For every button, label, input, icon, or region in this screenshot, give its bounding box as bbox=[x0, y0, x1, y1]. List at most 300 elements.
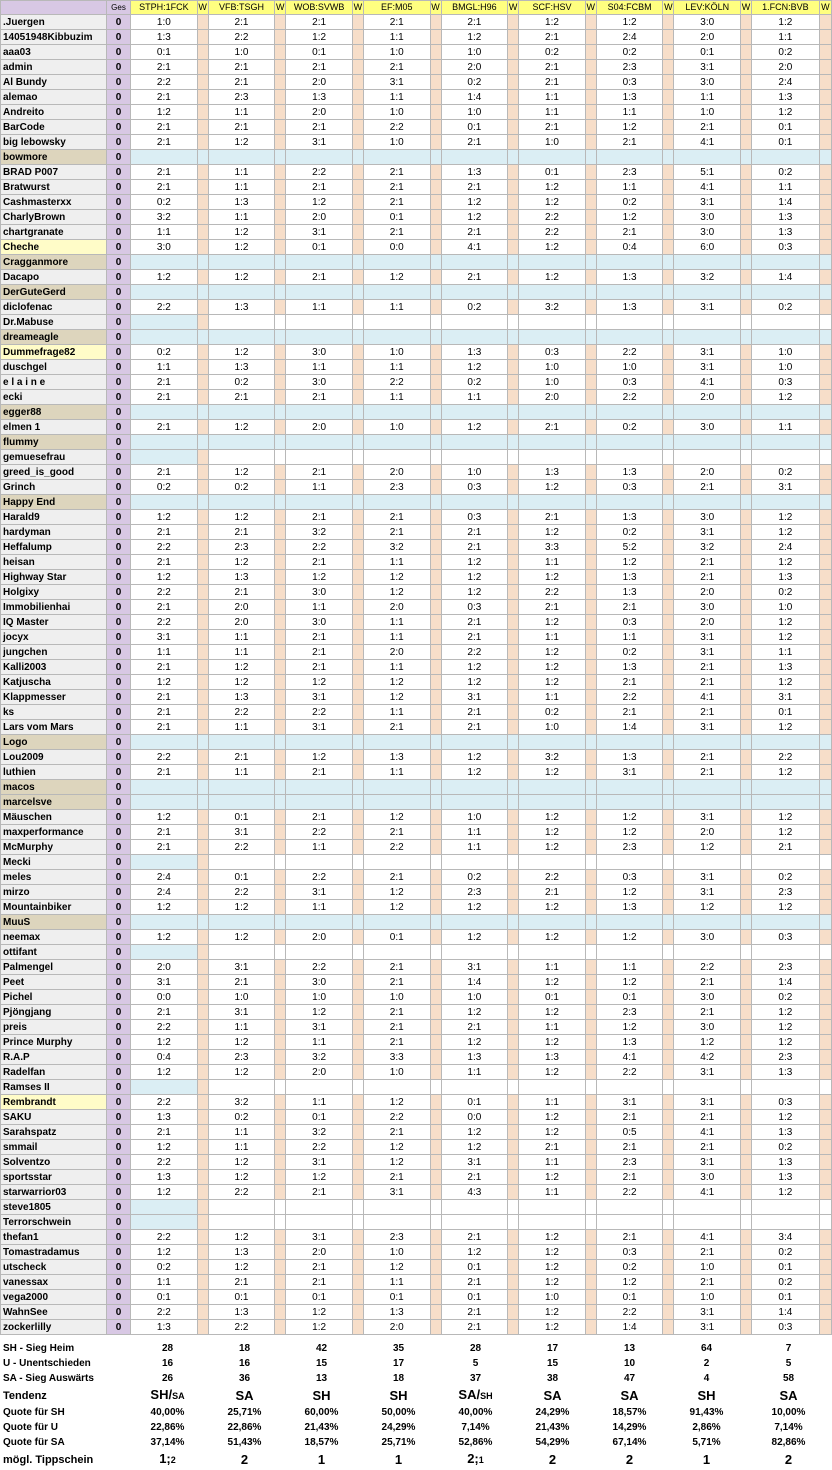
tip-cell: 1:4 bbox=[596, 720, 663, 735]
w-cell bbox=[585, 285, 596, 300]
w-cell bbox=[352, 360, 363, 375]
w-cell bbox=[508, 1185, 519, 1200]
unentschieden-value bbox=[437, 1356, 514, 1371]
tip-cell: 1:2 bbox=[286, 675, 353, 690]
w-cell bbox=[197, 1200, 208, 1215]
tippschein-alt: 1 bbox=[478, 1455, 484, 1465]
w-cell bbox=[741, 1215, 752, 1230]
player-row bbox=[1, 990, 832, 1005]
tip-cell: 3:2 bbox=[286, 525, 353, 540]
tip-cell: 1:2 bbox=[674, 840, 741, 855]
w-cell bbox=[508, 885, 519, 900]
w-cell bbox=[741, 1260, 752, 1275]
w-cell bbox=[197, 1290, 208, 1305]
tip-cell bbox=[208, 735, 275, 750]
w-cell bbox=[197, 165, 208, 180]
tip-cell bbox=[674, 330, 741, 345]
name-header bbox=[1, 1, 107, 15]
w-cell bbox=[430, 570, 441, 585]
tip-cell bbox=[596, 405, 663, 420]
player-name: ks bbox=[1, 705, 107, 720]
quote-u-value bbox=[437, 1420, 514, 1435]
sieg-heim-value bbox=[668, 1341, 745, 1356]
w-cell bbox=[819, 345, 831, 360]
w-cell bbox=[741, 435, 752, 450]
w-cell bbox=[430, 1245, 441, 1260]
player-name: diclofenac bbox=[1, 300, 107, 315]
quote-sa-label: Quote für SA bbox=[3, 1436, 65, 1448]
player-total: 0 bbox=[106, 1230, 130, 1245]
w-cell bbox=[197, 15, 208, 30]
w-cell bbox=[585, 1140, 596, 1155]
player-name: Al Bundy bbox=[1, 75, 107, 90]
tip-cell: 1:0 bbox=[363, 45, 430, 60]
w-cell bbox=[508, 705, 519, 720]
w-cell bbox=[508, 615, 519, 630]
w-cell bbox=[741, 300, 752, 315]
player-row bbox=[1, 660, 832, 675]
w-cell bbox=[741, 570, 752, 585]
tip-cell: 2:1 bbox=[363, 225, 430, 240]
tip-cell bbox=[286, 435, 353, 450]
w-cell bbox=[275, 840, 286, 855]
tip-cell: 6:0 bbox=[674, 240, 741, 255]
tip-cell bbox=[674, 795, 741, 810]
tip-cell: 1:1 bbox=[596, 960, 663, 975]
tip-cell: 3:0 bbox=[674, 600, 741, 615]
tip-cell: 2:1 bbox=[519, 60, 586, 75]
tip-cell: 2:1 bbox=[363, 975, 430, 990]
w-cell bbox=[819, 1200, 831, 1215]
w-cell bbox=[430, 390, 441, 405]
tippschein-value bbox=[283, 1450, 360, 1469]
w-cell bbox=[275, 225, 286, 240]
w-cell bbox=[508, 75, 519, 90]
w-cell bbox=[508, 1125, 519, 1140]
w-cell bbox=[508, 525, 519, 540]
w-cell bbox=[352, 870, 363, 885]
w-cell bbox=[275, 90, 286, 105]
tip-cell: 1:2 bbox=[131, 510, 198, 525]
tip-cell: 4:1 bbox=[674, 180, 741, 195]
w-cell bbox=[352, 300, 363, 315]
player-total: 0 bbox=[106, 195, 130, 210]
player-row bbox=[1, 435, 832, 450]
player-total: 0 bbox=[106, 1275, 130, 1290]
w-cell bbox=[275, 345, 286, 360]
tippschein-main: 2 bbox=[548, 1451, 557, 1467]
tip-cell bbox=[752, 945, 820, 960]
tip-cell: 1:2 bbox=[441, 1140, 508, 1155]
w-cell bbox=[508, 390, 519, 405]
tip-cell: 3:1 bbox=[752, 690, 820, 705]
w-cell bbox=[430, 675, 441, 690]
tip-cell: 2:0 bbox=[363, 465, 430, 480]
player-total: 0 bbox=[106, 465, 130, 480]
tip-cell: 2:1 bbox=[674, 675, 741, 690]
tip-cell: 2:2 bbox=[208, 840, 275, 855]
tip-cell: 0:2 bbox=[519, 45, 586, 60]
w-cell bbox=[741, 1140, 752, 1155]
tip-cell bbox=[208, 780, 275, 795]
tip-cell: 2:2 bbox=[208, 885, 275, 900]
w-cell bbox=[663, 675, 674, 690]
tip-cell: 1:2 bbox=[596, 1275, 663, 1290]
header-row bbox=[1, 1, 832, 15]
tip-cell: 2:3 bbox=[363, 480, 430, 495]
w-cell bbox=[663, 105, 674, 120]
player-row bbox=[1, 555, 832, 570]
w-cell bbox=[508, 360, 519, 375]
w-cell bbox=[352, 960, 363, 975]
tip-cell: 1:1 bbox=[286, 840, 353, 855]
w-cell bbox=[352, 600, 363, 615]
tendenz-alt: SH bbox=[480, 1391, 493, 1401]
w-cell bbox=[741, 660, 752, 675]
w-cell bbox=[430, 45, 441, 60]
tip-cell: 2:1 bbox=[674, 120, 741, 135]
tip-cell: 0:2 bbox=[441, 870, 508, 885]
tip-cell: 2:1 bbox=[286, 765, 353, 780]
tip-cell bbox=[596, 255, 663, 270]
w-cell bbox=[819, 135, 831, 150]
w-cell bbox=[663, 75, 674, 90]
w-cell bbox=[430, 150, 441, 165]
w-cell bbox=[197, 960, 208, 975]
w-cell bbox=[275, 360, 286, 375]
w-cell bbox=[663, 285, 674, 300]
w-cell bbox=[585, 705, 596, 720]
w-cell bbox=[819, 120, 831, 135]
tip-cell: 3:0 bbox=[286, 975, 353, 990]
w-cell bbox=[741, 480, 752, 495]
w-cell bbox=[508, 1290, 519, 1305]
w-cell bbox=[585, 1110, 596, 1125]
w-cell bbox=[508, 420, 519, 435]
tip-cell: 1:0 bbox=[208, 990, 275, 1005]
w-cell bbox=[197, 75, 208, 90]
player-total: 0 bbox=[106, 705, 130, 720]
unentschieden-main: 15 bbox=[315, 1357, 328, 1369]
w-cell bbox=[585, 1260, 596, 1275]
w-cell bbox=[819, 1065, 831, 1080]
tip-cell bbox=[596, 330, 663, 345]
tip-cell: 3:1 bbox=[363, 1185, 430, 1200]
quote-sa-main: 18,57% bbox=[304, 1436, 339, 1448]
w-cell bbox=[585, 1125, 596, 1140]
player-total: 0 bbox=[106, 1290, 130, 1305]
tip-cell bbox=[441, 315, 508, 330]
w-cell bbox=[585, 1245, 596, 1260]
w-cell bbox=[197, 210, 208, 225]
tip-cell: 1:2 bbox=[674, 1035, 741, 1050]
tip-cell: 3:1 bbox=[441, 1155, 508, 1170]
tip-cell: 2:2 bbox=[131, 540, 198, 555]
tip-cell: 0:3 bbox=[752, 930, 820, 945]
w-cell bbox=[430, 60, 441, 75]
quote-u-main: 7,14% bbox=[774, 1421, 803, 1433]
w-cell bbox=[352, 690, 363, 705]
w-cell bbox=[585, 240, 596, 255]
w-cell bbox=[819, 435, 831, 450]
sieg-heim-main: 13 bbox=[623, 1342, 636, 1354]
tip-cell: 3:1 bbox=[674, 525, 741, 540]
tip-cell bbox=[286, 915, 353, 930]
w-cell bbox=[352, 1005, 363, 1020]
w-cell bbox=[508, 1035, 519, 1050]
sieg-auswaerts-main: 13 bbox=[315, 1372, 328, 1384]
player-row bbox=[1, 885, 832, 900]
tip-cell: 3:1 bbox=[674, 1065, 741, 1080]
tip-cell bbox=[441, 255, 508, 270]
w-cell bbox=[430, 735, 441, 750]
w-cell bbox=[275, 480, 286, 495]
w-cell bbox=[508, 270, 519, 285]
tip-cell bbox=[596, 945, 663, 960]
tip-cell: 1:1 bbox=[752, 30, 820, 45]
tip-cell: 1:2 bbox=[286, 1320, 353, 1335]
tip-cell: 0:0 bbox=[131, 990, 198, 1005]
player-total: 0 bbox=[106, 570, 130, 585]
tip-cell: 2:1 bbox=[286, 645, 353, 660]
player-total: 0 bbox=[106, 1080, 130, 1095]
tip-cell: 2:1 bbox=[674, 975, 741, 990]
sieg-auswaerts-main: 26 bbox=[161, 1372, 174, 1384]
sieg-heim-main: 35 bbox=[392, 1342, 405, 1354]
tip-cell: 1:2 bbox=[441, 1005, 508, 1020]
tip-cell: 2:1 bbox=[131, 465, 198, 480]
tip-cell: 1:2 bbox=[208, 135, 275, 150]
w-cell bbox=[663, 510, 674, 525]
w-cell bbox=[197, 495, 208, 510]
w-cell bbox=[585, 600, 596, 615]
w-cell bbox=[741, 210, 752, 225]
w-cell bbox=[430, 1260, 441, 1275]
w-cell bbox=[663, 1320, 674, 1335]
tendenz-value bbox=[129, 1386, 206, 1405]
player-total: 0 bbox=[106, 480, 130, 495]
w-cell bbox=[275, 825, 286, 840]
w-cell bbox=[197, 120, 208, 135]
w-cell bbox=[197, 1050, 208, 1065]
quote-u-row bbox=[0, 1420, 832, 1435]
tip-cell: 4:1 bbox=[674, 135, 741, 150]
w-cell bbox=[741, 855, 752, 870]
w-header: W bbox=[741, 1, 752, 15]
w-cell bbox=[430, 120, 441, 135]
w-cell bbox=[197, 195, 208, 210]
w-cell bbox=[197, 135, 208, 150]
player-total: 0 bbox=[106, 375, 130, 390]
player-row bbox=[1, 930, 832, 945]
tip-cell: 2:1 bbox=[131, 165, 198, 180]
tip-cell bbox=[208, 150, 275, 165]
w-cell bbox=[352, 1200, 363, 1215]
tip-cell: 2:1 bbox=[363, 180, 430, 195]
w-cell bbox=[352, 270, 363, 285]
quote-u-main: 21,43% bbox=[304, 1421, 339, 1433]
player-name: WahnSee bbox=[1, 1305, 107, 1320]
quote-u-value bbox=[668, 1420, 745, 1435]
w-cell bbox=[430, 690, 441, 705]
w-cell bbox=[585, 615, 596, 630]
player-row bbox=[1, 285, 832, 300]
tip-cell bbox=[441, 1200, 508, 1215]
w-cell bbox=[663, 495, 674, 510]
player-total: 0 bbox=[106, 1200, 130, 1215]
player-name: steve1805 bbox=[1, 1200, 107, 1215]
tip-cell: 2:1 bbox=[363, 165, 430, 180]
tip-cell: 2:2 bbox=[208, 1185, 275, 1200]
w-cell bbox=[197, 1125, 208, 1140]
w-cell bbox=[819, 285, 831, 300]
w-cell bbox=[508, 1305, 519, 1320]
player-name: meles bbox=[1, 870, 107, 885]
player-name: Immobilienhai bbox=[1, 600, 107, 615]
tip-cell: 0:1 bbox=[363, 1290, 430, 1305]
player-name: Dr.Mabuse bbox=[1, 315, 107, 330]
tip-cell bbox=[363, 330, 430, 345]
w-cell bbox=[430, 195, 441, 210]
tip-cell: 4:3 bbox=[441, 1185, 508, 1200]
w-cell bbox=[352, 1080, 363, 1095]
tip-cell: 1:0 bbox=[441, 105, 508, 120]
w-cell bbox=[430, 435, 441, 450]
tip-cell: 2:1 bbox=[131, 180, 198, 195]
w-cell bbox=[508, 600, 519, 615]
quote-sh-value bbox=[668, 1405, 745, 1420]
tip-cell: 1:2 bbox=[441, 585, 508, 600]
tip-cell: 2:1 bbox=[674, 660, 741, 675]
w-cell bbox=[663, 660, 674, 675]
w-cell bbox=[585, 765, 596, 780]
sieg-heim-value bbox=[206, 1341, 283, 1356]
tip-cell bbox=[752, 1215, 820, 1230]
w-cell bbox=[430, 960, 441, 975]
w-cell bbox=[275, 900, 286, 915]
player-row bbox=[1, 1155, 832, 1170]
tip-cell: 1:3 bbox=[131, 30, 198, 45]
w-cell bbox=[585, 465, 596, 480]
w-cell bbox=[585, 525, 596, 540]
player-row bbox=[1, 915, 832, 930]
summary-rows bbox=[0, 1341, 832, 1469]
tip-cell: 1:2 bbox=[752, 15, 820, 30]
w-cell bbox=[663, 1095, 674, 1110]
tip-cell: 1:1 bbox=[519, 630, 586, 645]
tip-cell bbox=[674, 315, 741, 330]
tip-cell: 3:1 bbox=[674, 1305, 741, 1320]
sieg-heim-main: 18 bbox=[238, 1342, 251, 1354]
player-total: 0 bbox=[106, 435, 130, 450]
w-cell bbox=[275, 270, 286, 285]
tip-cell bbox=[131, 150, 198, 165]
w-cell bbox=[819, 675, 831, 690]
w-cell bbox=[430, 930, 441, 945]
tip-cell bbox=[519, 255, 586, 270]
w-cell bbox=[508, 1080, 519, 1095]
w-cell bbox=[585, 210, 596, 225]
w-cell bbox=[741, 45, 752, 60]
player-name: ecki bbox=[1, 390, 107, 405]
w-cell bbox=[430, 1035, 441, 1050]
tip-cell: 2:1 bbox=[131, 720, 198, 735]
tip-cell: 2:2 bbox=[363, 840, 430, 855]
player-row bbox=[1, 450, 832, 465]
match-header: LEV:KÖLN bbox=[674, 1, 741, 15]
w-cell bbox=[275, 705, 286, 720]
tip-cell bbox=[441, 150, 508, 165]
tip-cell: 1:1 bbox=[752, 645, 820, 660]
player-name: bowmore bbox=[1, 150, 107, 165]
tip-cell: 2:3 bbox=[208, 90, 275, 105]
tip-cell: 2:0 bbox=[674, 30, 741, 45]
tip-cell: 2:4 bbox=[596, 30, 663, 45]
w-cell bbox=[508, 435, 519, 450]
player-row bbox=[1, 1275, 832, 1290]
tip-cell: 2:1 bbox=[208, 60, 275, 75]
w-cell bbox=[352, 885, 363, 900]
w-cell bbox=[741, 450, 752, 465]
tip-cell: 2:2 bbox=[363, 375, 430, 390]
sieg-auswaerts-value bbox=[591, 1371, 668, 1386]
w-cell bbox=[663, 30, 674, 45]
tip-cell bbox=[208, 855, 275, 870]
tip-cell: 2:1 bbox=[208, 1275, 275, 1290]
w-cell bbox=[197, 345, 208, 360]
w-cell bbox=[275, 960, 286, 975]
tip-cell: 2:0 bbox=[674, 615, 741, 630]
player-name: SAKU bbox=[1, 1110, 107, 1125]
w-cell bbox=[741, 315, 752, 330]
player-name: admin bbox=[1, 60, 107, 75]
tip-cell bbox=[596, 1215, 663, 1230]
tip-cell: 0:2 bbox=[752, 1275, 820, 1290]
player-total: 0 bbox=[106, 690, 130, 705]
tip-cell: 1:3 bbox=[596, 300, 663, 315]
tip-cell: 3:1 bbox=[674, 645, 741, 660]
tip-cell: 1:2 bbox=[363, 885, 430, 900]
tendenz-value bbox=[283, 1386, 360, 1405]
w-cell bbox=[585, 420, 596, 435]
tip-cell: 2:1 bbox=[441, 705, 508, 720]
unentschieden-value bbox=[668, 1356, 745, 1371]
player-name: Tomastradamus bbox=[1, 1245, 107, 1260]
tip-cell: 2:1 bbox=[286, 15, 353, 30]
tip-cell bbox=[208, 330, 275, 345]
player-name: macos bbox=[1, 780, 107, 795]
player-name: MuuS bbox=[1, 915, 107, 930]
unentschieden-main: 10 bbox=[623, 1357, 636, 1369]
tip-cell bbox=[752, 735, 820, 750]
tippschein-label: mögl. Tippschein bbox=[3, 1453, 94, 1466]
player-total: 0 bbox=[106, 60, 130, 75]
w-cell bbox=[663, 825, 674, 840]
tip-cell: 4:1 bbox=[441, 240, 508, 255]
tip-cell: 3:3 bbox=[363, 1050, 430, 1065]
player-name: Rembrandt bbox=[1, 1095, 107, 1110]
tip-cell: 3:1 bbox=[286, 135, 353, 150]
w-header: W bbox=[508, 1, 519, 15]
tip-cell bbox=[596, 780, 663, 795]
tip-cell: 1:1 bbox=[441, 840, 508, 855]
player-total: 0 bbox=[106, 1170, 130, 1185]
w-cell bbox=[275, 600, 286, 615]
w-cell bbox=[819, 915, 831, 930]
player-row bbox=[1, 735, 832, 750]
tip-cell: 3:2 bbox=[519, 300, 586, 315]
quote-sa-main: 37,14% bbox=[150, 1436, 185, 1448]
